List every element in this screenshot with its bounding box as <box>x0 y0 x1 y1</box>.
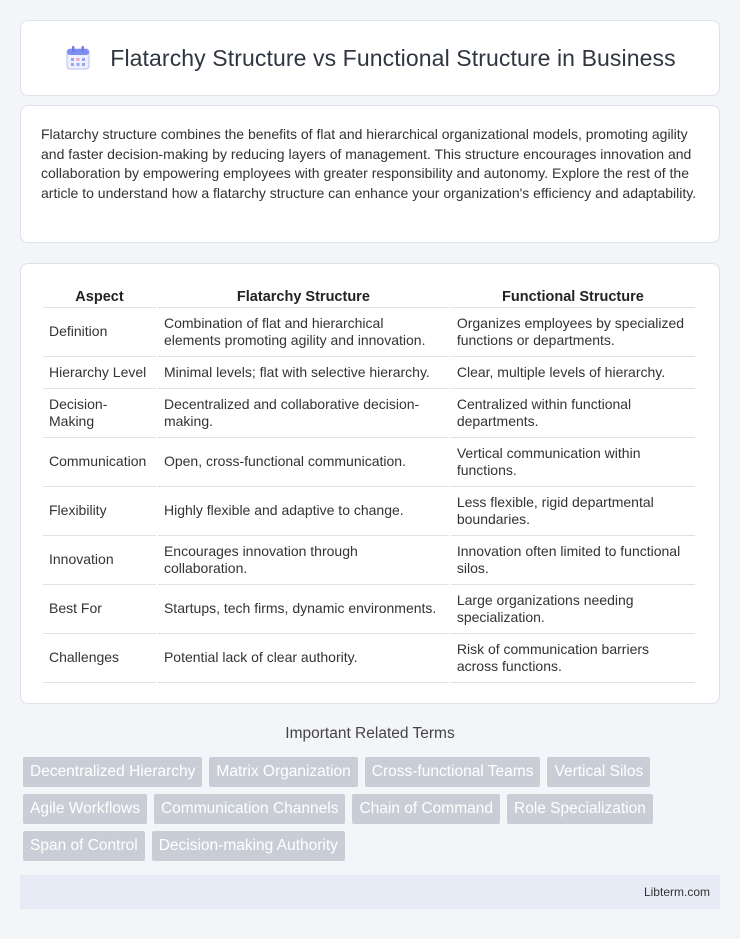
table-row <box>43 389 695 438</box>
cell-functional: Centralized within functional departments. <box>451 389 695 438</box>
cell-flatarchy: Startups, tech firms, dynamic environments. <box>158 585 449 634</box>
table-header-row <box>43 286 695 308</box>
related-terms-list <box>23 757 723 861</box>
page-title: Flatarchy Structure vs Functional Structure in Business <box>110 44 676 71</box>
cell-functional: Risk of communication barriers across functions. <box>451 634 695 683</box>
table-row <box>43 634 695 683</box>
cell-aspect: Communication <box>43 438 156 487</box>
cell-flatarchy: Combination of flat and hierarchical elements promoting agility and innovation. <box>158 308 449 357</box>
table-row <box>43 487 695 536</box>
table-row <box>43 308 695 357</box>
cell-functional: Less flexible, rigid departmental boundaries. <box>451 487 695 536</box>
cell-aspect: Hierarchy Level <box>43 357 156 389</box>
cell-aspect: Decision-Making <box>43 389 156 438</box>
cell-flatarchy: Decentralized and collaborative decision-making. <box>158 389 449 438</box>
intro-paragraph: Flatarchy structure combines the benefits of flat and hierarchical organizational models, promoting agility and faster decision-making by reducing layers of management. This structure encourages innovation and collaboration by empowering employees with greater responsibility and autonomy. Explore the rest of the article to understand how a flatarchy structure can enhance your organization's efficiency and adaptability. <box>41 126 697 201</box>
related-terms-title: Important Related Terms <box>285 725 455 742</box>
related-term-tag[interactable]: Role Specialization <box>507 794 653 824</box>
table-row <box>43 536 695 585</box>
cell-aspect: Best For <box>43 585 156 634</box>
column-header-flatarchy: Flatarchy Structure <box>158 286 449 308</box>
cell-functional: Clear, multiple levels of hierarchy. <box>451 357 695 389</box>
calendar-icon <box>64 44 92 72</box>
table-row <box>43 357 695 389</box>
cell-flatarchy: Highly flexible and adaptive to change. <box>158 487 449 536</box>
cell-flatarchy: Open, cross-functional communication. <box>158 438 449 487</box>
footer-site-link[interactable]: Libterm.com <box>643 885 710 899</box>
cell-flatarchy: Potential lack of clear authority. <box>158 634 449 683</box>
related-term-tag[interactable]: Agile Workflows <box>23 794 147 824</box>
related-term-tag[interactable]: Matrix Organization <box>209 757 357 787</box>
table-row <box>43 585 695 634</box>
related-term-tag[interactable]: Decision-making Authority <box>152 831 345 861</box>
comparison-table <box>41 286 697 683</box>
cell-functional: Vertical communication within functions. <box>451 438 695 487</box>
column-header-aspect: Aspect <box>43 286 156 308</box>
cell-functional: Innovation often limited to functional silos. <box>451 536 695 585</box>
title-wrap <box>64 44 675 72</box>
related-term-tag[interactable]: Decentralized Hierarchy <box>23 757 202 787</box>
related-term-tag[interactable]: Cross-functional Teams <box>365 757 541 787</box>
cell-aspect: Flexibility <box>43 487 156 536</box>
cell-aspect: Definition <box>43 308 156 357</box>
column-header-functional: Functional Structure <box>451 286 695 308</box>
related-term-tag[interactable]: Chain of Command <box>352 794 500 824</box>
cell-aspect: Challenges <box>43 634 156 683</box>
intro-card <box>20 105 720 243</box>
cell-flatarchy: Minimal levels; flat with selective hierarchy. <box>158 357 449 389</box>
cell-flatarchy: Encourages innovation through collaboration. <box>158 536 449 585</box>
related-term-tag[interactable]: Communication Channels <box>154 794 345 824</box>
footer <box>20 875 720 909</box>
related-term-tag[interactable]: Vertical Silos <box>547 757 650 787</box>
cell-functional: Large organizations needing specialization. <box>451 585 695 634</box>
header-card <box>20 20 720 96</box>
related-term-tag[interactable]: Span of Control <box>23 831 145 861</box>
cell-aspect: Innovation <box>43 536 156 585</box>
table-row <box>43 438 695 487</box>
cell-functional: Organizes employees by specialized functions or departments. <box>451 308 695 357</box>
comparison-table-card <box>20 263 720 704</box>
